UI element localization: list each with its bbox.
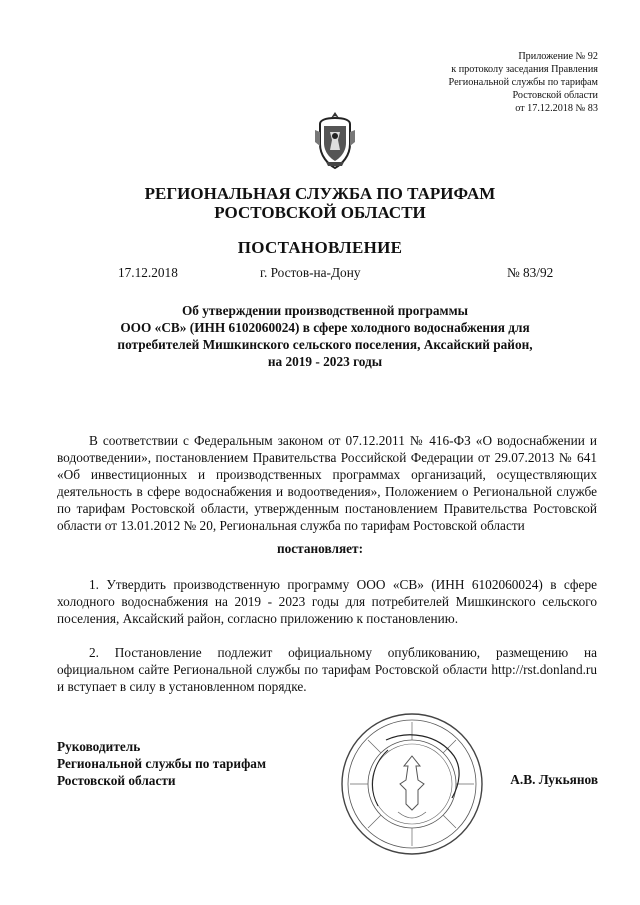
resolution-item-2: 2. Постановление подлежит официальному опубликованию, размещению на официальном сайте Региональной службы по тарифам Ростовской области http://rst.donland.ru и вступает в силу в установленном порядке.	[57, 645, 597, 694]
document-date: 17.12.2018	[118, 265, 178, 280]
document-subject	[90, 302, 560, 370]
appendix-line: к протоколу заседания Правления	[451, 64, 598, 75]
signer-title-line: Ростовской области	[57, 773, 176, 788]
org-title-line2: РОСТОВСКОЙ ОБЛАСТИ	[214, 203, 426, 222]
resolve-heading: постановляет:	[276, 541, 364, 556]
appendix-note	[449, 50, 598, 115]
resolution-item-1: 1. Утвердить производственную программу ООО «СВ» (ИНН 6102060024) в сфере холодного водоснабжения на 2019 - 2023 годы для потребителей Мишкинского сельского поселения, Аксайский район, согласно приложению к постановлению.	[57, 577, 597, 626]
preamble-paragraph: В соответствии с Федеральным законом от 07.12.2011 № 416-ФЗ «О водоснабжении и водоотведении», постановлением Правительства Российской Федерации от 29.07.2013 № 641 «Об инвестиционных и производственных программах организаций, осуществляющих деятельность в сфере водоснабжения и водоотведения», Положением о Региональной службе по тарифам Ростовской области, утвержденным постановлением Правительства Ростовской области от 13.01.2012 № 20, Региональная служба по тарифам Ростовской области	[57, 433, 597, 533]
subject-line: ООО «СВ» (ИНН 6102060024) в сфере холодного водоснабжения для	[120, 320, 530, 335]
appendix-line: Региональной службы по тарифам	[448, 77, 598, 88]
appendix-line: Ростовской области	[512, 90, 598, 101]
coat-of-arms-icon	[312, 110, 358, 170]
signer-title	[57, 738, 266, 789]
org-title-line1: РЕГИОНАЛЬНАЯ СЛУЖБА ПО ТАРИФАМ	[144, 184, 496, 203]
appendix-line: от 17.12.2018 № 83	[515, 103, 598, 114]
official-seal-icon	[338, 710, 486, 858]
subject-line: потребителей Мишкинского сельского поселения, Аксайский район,	[117, 337, 533, 352]
document-city: г. Ростов-на-Дону	[260, 265, 361, 280]
document-number: № 83/92	[507, 265, 554, 280]
signer-title-line: Руководитель	[57, 739, 141, 754]
subject-line: на 2019 - 2023 годы	[267, 354, 383, 369]
subject-line: Об утверждении производственной программы	[181, 303, 469, 318]
signer-name: А.В. Лукьянов	[510, 772, 598, 787]
signer-title-line: Региональной службы по тарифам	[57, 756, 267, 771]
appendix-line: Приложение № 92	[518, 51, 598, 62]
document-type: ПОСТАНОВЛЕНИЕ	[237, 238, 403, 257]
